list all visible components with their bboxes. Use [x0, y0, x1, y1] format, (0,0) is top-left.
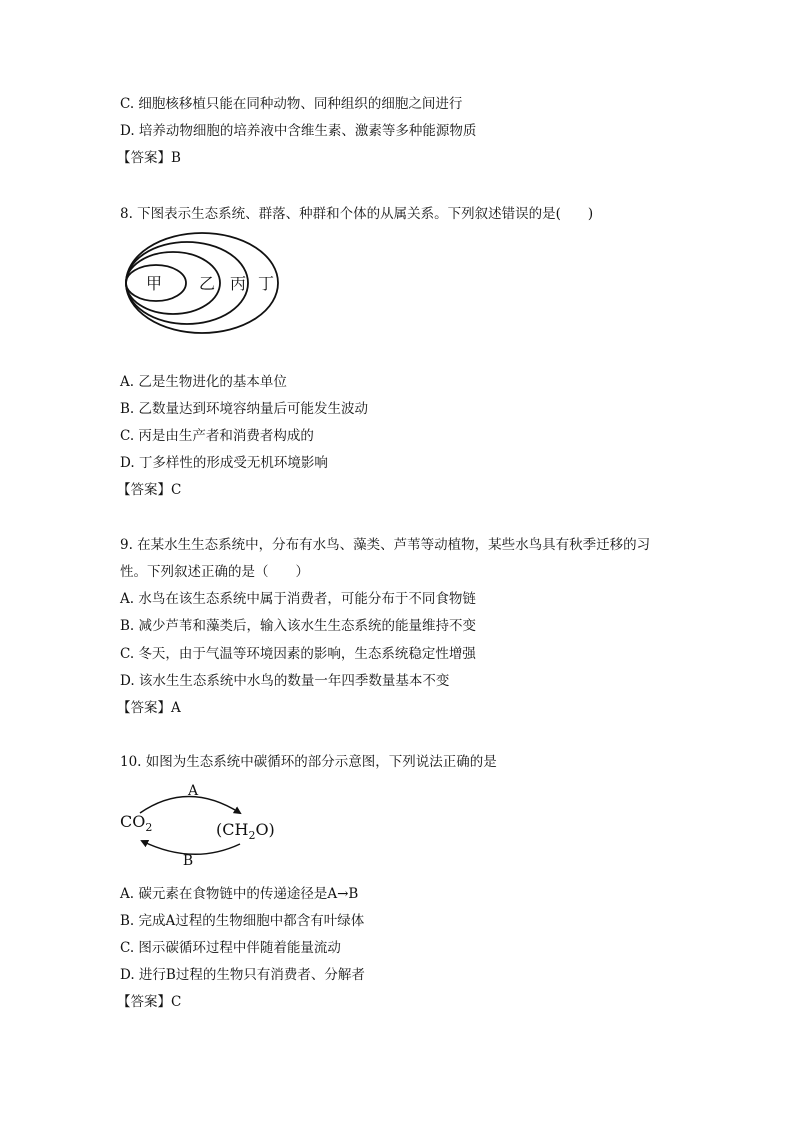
q9-answer: 【答案】A — [117, 700, 181, 716]
q7-option-d: D. 培养动物细胞的培养液中含维生素、激素等多种能源物质 — [120, 123, 477, 139]
q9-option-d: D. 该水生生态系统中水鸟的数量一年四季数量基本不变 — [120, 673, 450, 689]
co2-label: $CO_2$ — [120, 812, 153, 834]
nested-ellipses-diagram — [120, 228, 285, 338]
q10-stem: 10. 如图为生态系统中碳循环的部分示意图，下列说法正确的是 — [120, 754, 497, 770]
q10-answer: 【答案】C — [117, 994, 182, 1010]
arrow-a-label: A — [187, 783, 199, 799]
q8-option-d: D. 丁多样性的形成受无机环境影响 — [120, 455, 328, 471]
carbon-cycle-diagram — [118, 778, 283, 870]
q9-option-c: C. 冬天，由于气温等环境因素的影响，生态系统稳定性增强 — [120, 646, 476, 662]
q10-option-d: D. 进行B过程的生物只有消费者、分解者 — [120, 967, 365, 983]
q9-option-b: B. 减少芦苇和藻类后，输入该水生生态系统的能量维持不变 — [120, 618, 477, 634]
q7-answer: 【答案】B — [117, 150, 181, 166]
q10-option-a: A. 碳元素在食物链中的传递途径是A→B — [120, 886, 359, 902]
q10-option-b: B. 完成A过程的生物细胞中都含有叶绿体 — [120, 913, 365, 929]
label-jia: 甲 — [145, 274, 163, 293]
q10-option-c: C. 图示碳循环过程中伴随着能量流动 — [120, 940, 341, 956]
label-bing: 丙 — [229, 274, 247, 293]
ch2o-label: $(CH_2O)$ — [216, 820, 275, 842]
q9-stem-line1: 9. 在某水生生态系统中，分布有水鸟、藻类、芦苇等动植物，某些水鸟具有秋季迁移的习 — [120, 537, 651, 553]
q8-option-b: B. 乙数量达到环境容纳量后可能发生波动 — [120, 401, 369, 417]
arrow-b-label: B — [182, 853, 194, 869]
q8-option-a: A. 乙是生物进化的基本单位 — [120, 374, 287, 390]
q7-option-c: C. 细胞核移植只能在同种动物、同种组织的细胞之间进行 — [120, 96, 463, 112]
label-yi: 乙 — [198, 274, 216, 293]
label-ding: 丁 — [257, 274, 275, 293]
q9-option-a: A. 水鸟在该生态系统中属于消费者，可能分布于不同食物链 — [120, 591, 476, 607]
q8-option-c: C. 丙是由生产者和消费者构成的 — [120, 428, 314, 444]
q9-stem-line2: 性。下列叙述正确的是（ ） — [120, 564, 309, 580]
q8-answer: 【答案】C — [117, 482, 182, 498]
q8-stem: 8. 下图表示生态系统、群落、种群和个体的从属关系。下列叙述错误的是( ) — [120, 206, 594, 222]
